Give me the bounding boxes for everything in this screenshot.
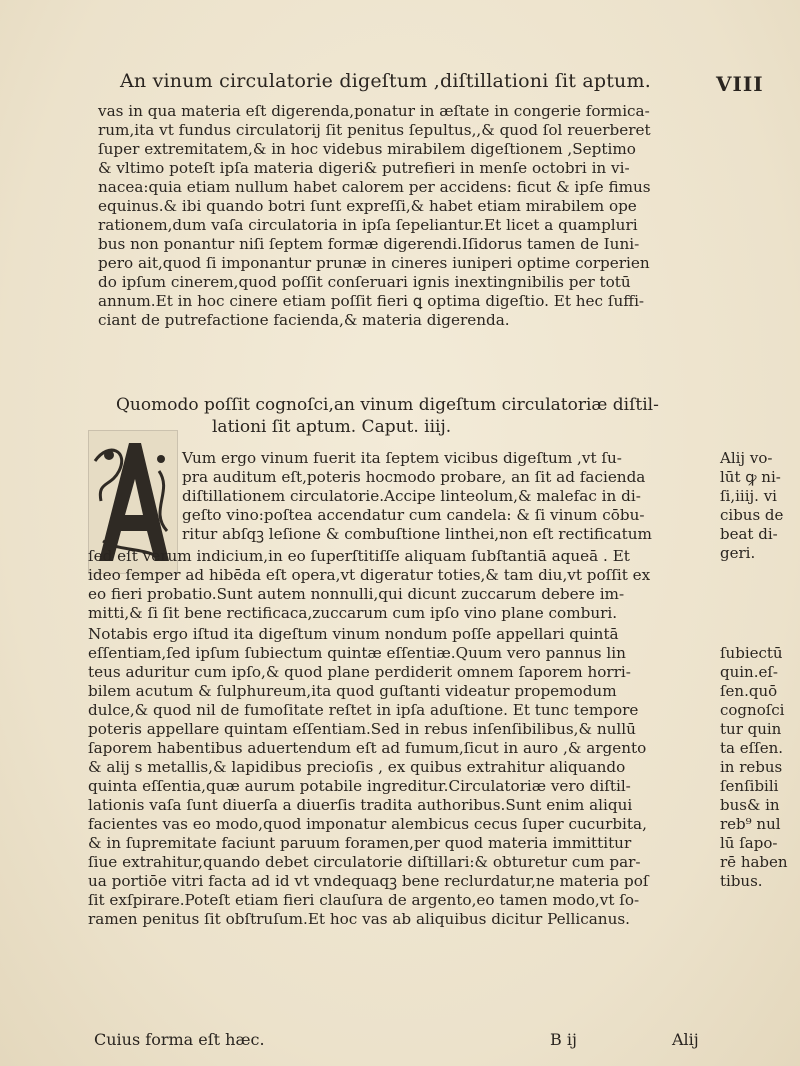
text-line: ſaporem habentibus aduertendum eſt ad fumum,ſicut in auro ,& argento xyxy=(88,739,647,757)
margin-note: Alij vo- xyxy=(720,449,773,467)
margin-note: ſenſibili xyxy=(720,777,779,795)
figure-caption: Cuius forma eſt hæc. xyxy=(94,1030,265,1049)
text-line: equinus.& ibi quando botri ſunt expreſſi,& habet etiam mirabilem ope xyxy=(98,197,637,215)
margin-note: tur quin xyxy=(720,720,782,738)
margin-note: ta eſſen. xyxy=(720,739,784,757)
text-line: poteris appellare quintam eſſentiam.Sed in rebus inſenſibilibus,& nullū xyxy=(88,720,636,738)
margin-note: reb⁹ nul xyxy=(720,815,781,833)
margin-note: quin.eſ- xyxy=(720,663,778,681)
text-line: geſto vino:poſtea accendatur cum candela: & ſi vinum cōbu- xyxy=(182,506,645,524)
margin-note: beat di- xyxy=(720,525,778,543)
text-line: ritur abſqꝫ leſione & combuſtione linthei,non eſt rectificatum xyxy=(182,525,652,543)
text-line: ſed eſt verum indicium,in eo ſuperſtitiſſe aliquam ſubſtantiā aqueā . Et xyxy=(88,547,630,565)
text-line: Vum ergo vinum fuerit ita ſeptem vicibus digeſtum ,vt ſu- xyxy=(182,449,622,467)
text-line: teus aduritur cum ipſo,& quod plane perdiderit omnem ſaporem horri- xyxy=(88,663,631,681)
text-line: ſit exſpirare.Poteſt etiam fieri clauſura de argento,eo tamen modo,vt ſo- xyxy=(88,891,640,909)
text-line: ua portiōe vitri facta ad id vt vndequaqꝫ bene reclurdatur,ne materia poſ xyxy=(88,872,649,890)
text-line: eſſentiam,ſed ipſum ſubiectum quintæ eſſentiæ.Quum vero pannus lin xyxy=(88,644,626,662)
margin-note: lūt ꝙ ni- xyxy=(720,468,781,486)
text-line: nacea:quia etiam nullum habet calorem per accidens: ficut & ipſe fimus xyxy=(98,178,651,196)
text-line: facientes vas eo modo,quod imponatur alembicus cecus ſuper cucurbita, xyxy=(88,815,647,833)
text-line: do ipſum cinerem,quod poſſit conſeruari ignis inextingnibilis per totū xyxy=(98,273,631,291)
text-line: ramen penitus ſit obſtruſum.Et hoc vas ab aliquibus dicitur Pellicanus. xyxy=(88,910,630,928)
margin-note: ſen.quō xyxy=(720,682,778,700)
margin-note: rē haben xyxy=(720,853,788,871)
text-line: lationis vaſa ſunt diuerſa a diuerſis tradita authoribus.Sunt enim aliqui xyxy=(88,796,633,814)
margin-note: ſubiectū xyxy=(720,644,783,662)
chapter-heading: Quomodo poſſit cognoſci,an vinum digeſtum circulatoriæ diſtil- xyxy=(116,395,659,415)
text-line: pero ait,quod ſi imponantur prunæ in cineres iuniperi optime corperien xyxy=(98,254,650,272)
margin-note: lū ſapo- xyxy=(720,834,778,852)
text-line: pra auditum eſt,poteris hocmodo probare, an ſit ad facienda xyxy=(182,468,646,486)
text-line: ſiue extrahitur,quando debet circulatorie diſtillari:& obturetur cum par- xyxy=(88,853,641,871)
text-line: bus non ponantur niſi ſeptem formæ digerendi.Iſidorus tamen de Iuni- xyxy=(98,235,640,253)
text-line: bilem acutum & ſulphureum,ita quod guſtanti videatur propemodum xyxy=(88,682,617,700)
catchword: Alij xyxy=(672,1030,699,1049)
text-line: & in ſupremitate faciunt paruum foramen,per quod materia immittitur xyxy=(88,834,632,852)
text-line: Notabis ergo iſtud ita digeſtum vinum nondum poſſe appellari quintā xyxy=(88,625,619,643)
text-line: eo fieri probatio.Sunt autem nonnulli,qui dicunt zuccarum debere im- xyxy=(88,585,625,603)
text-line: diſtillationem circulatorie.Accipe linteolum,& malefac in di- xyxy=(182,487,641,505)
text-line: & vltimo poteſt ipſa materia digeri& putrefieri in menſe octobri in vi- xyxy=(98,159,630,177)
text-line: mitti,& ſi ſit bene rectificaca,zuccarum cum ipſo vino plane comburi. xyxy=(88,604,618,622)
chapter-heading: lationi ſit aptum. Caput. iiij. xyxy=(212,417,452,437)
folio-number: VIII xyxy=(716,72,764,96)
margin-note: ſi,iiij. vi xyxy=(720,487,777,505)
margin-note: geri. xyxy=(720,544,756,562)
text-line: ciant de putrefactione facienda,& materia digerenda. xyxy=(98,311,510,329)
text-line: rationem,dum vaſa circulatoria in ipſa ſepeliantur.Et licet a quampluri xyxy=(98,216,638,234)
text-line: dulce,& quod nil de fumoſitate reſtet in ipſa aduſtione. Et tunc tempore xyxy=(88,701,639,719)
running-head-title: An vinum circulatorie digeſtum ,diſtillationi ſit aptum. xyxy=(120,70,651,92)
text-line: annum.Et in hoc cinere etiam poſſit fieri ꝗ optima digeſtio. Et hec ſuffi- xyxy=(98,292,645,310)
text-line: ſuper extremitatem,& in hoc videbus mirabilem digeſtionem ,Septimo xyxy=(98,140,636,158)
margin-note: cognoſci xyxy=(720,701,785,719)
margin-note: in rebus xyxy=(720,758,783,776)
text-line: rum,ita vt fundus circulatorij ſit penitus ſepultus,,& quod ſol reuerberet xyxy=(98,121,651,139)
margin-note: cibus de xyxy=(720,506,784,524)
text-line: & alij s metallis,& lapidibus precioſis , ex quibus extrahitur aliquando xyxy=(88,758,626,776)
text-line: quinta eſſentia,quæ aurum potabile ingreditur.Circulatoriæ vero diſtil- xyxy=(88,777,631,795)
signature-mark: B ij xyxy=(550,1030,577,1049)
margin-note: tibus. xyxy=(720,872,763,890)
margin-note: bus& in xyxy=(720,796,780,814)
text-line: ideo ſemper ad hibēda eſt opera,vt digeratur toties,& tam diu,vt poſſit ex xyxy=(88,566,651,584)
text-line: vas in qua materia eſt digerenda,ponatur in æſtate in congerie formica- xyxy=(98,102,650,120)
